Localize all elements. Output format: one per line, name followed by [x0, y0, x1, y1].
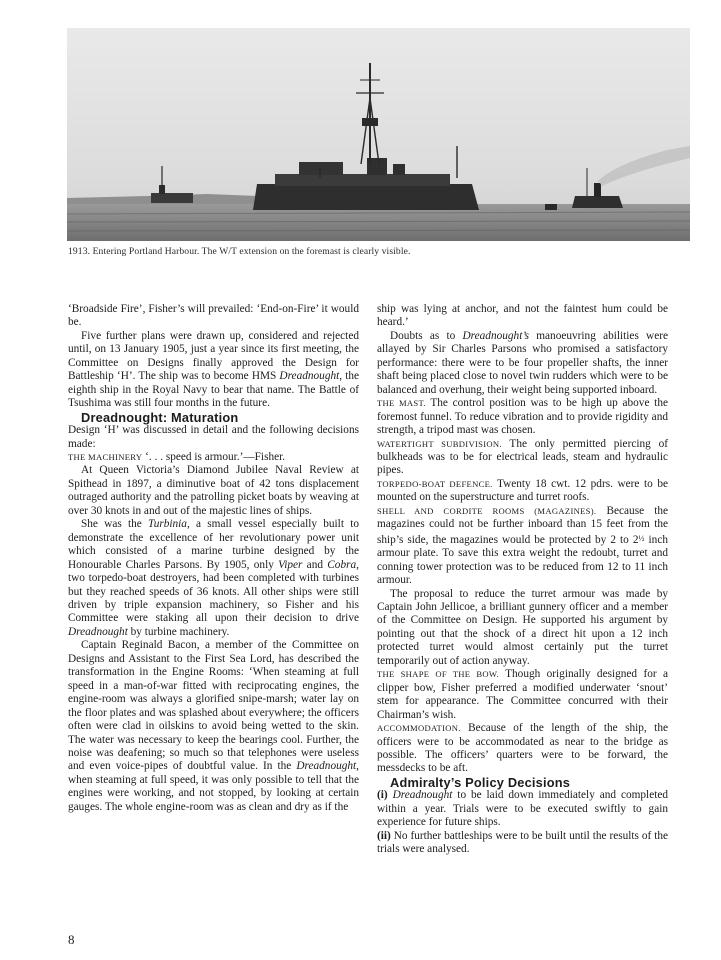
- paragraph: The proposal to reduce the turret armour was made by Captain John Jellicoe, a brilliant gunnery officer and a member of the Committee on Design. He supported his argument by pointing out that the shock of a direct hit upon a 12 inch protected turret would almost certainly put the turret temporarily out of action anyway.: [377, 587, 668, 667]
- paragraph: At Queen Victoria’s Diamond Jubilee Naval Review at Spithead in 1897, a diminutive boat of 42 tons displacement outraged authority and the patrolling picket boats by weaving at over 30 knots in and out of the majestic lines of ships.: [68, 464, 359, 517]
- paragraph: She was the Turbinia, a small vessel especially built to demonstrate the excellence of her revolutionary power unit which consisted of a marine turbine designed by the Honourable Charles Parsons. By 1905, only Viper and Cobra, two torpedo-boat destroyers, had been completed with turbines but they reached speeds of 36 knots. All other ships were still driven by triple expansion machinery, so Fisher and his Committee were staking all upon their decision to drive Dreadnought by turbine machinery.: [68, 518, 359, 638]
- paragraph: Captain Reginald Bacon, a member of the Committee on Designs and Assistant to the First Sea Lord, has described the transformation in the Engine Rooms: ‘When steaming at full speed in a man-of-war fitted with reciprocating engines, the engine-room was always a glorified snipe-marsh; water lay on the floor plates and was splashed about everywhere; the officers often were clad in oilskins to avoid being wetted to the skin. The water was necessary to keep the bearings cool. Further, the noise was deafening; so much so that telephones were useless and even voice-pipes of doubtful value. In the Dreadnought, when steaming at full speed, it was only possible to tell that the engines were working, and not stopped, by looking at certain gauges. The whole engine-room was as clean and dry as if the: [68, 639, 359, 813]
- policy-decision-2: (ii) No further battleships were to be built until the results of the trials were analysed.: [377, 829, 668, 856]
- torpedo-decision: TORPEDO-BOAT DEFENCE. Twenty 18 cwt. 12 pdrs. were to be mounted on the superstructure and turret roofs.: [377, 477, 669, 504]
- machinery-decision: THE MACHINERY ‘. . . speed is armour.’—Fisher.: [68, 450, 286, 463]
- right-column: [377, 303, 668, 857]
- policy-decision-1: (i) Dreadnought to be laid down immediately and completed within a year. Trials were to be executed swiftly to gain experience for future ships.: [377, 789, 669, 829]
- battleship-photograph: [67, 28, 690, 241]
- accommodation-decision: ACCOMMODATION. Because of the length of the ship, the officers were to be accommodated as near to the bridge as possible. The officers’ quarters were to be forward, the messdecks to be aft.: [377, 722, 668, 775]
- bow-decision: THE SHAPE OF THE BOW. Though originally designed for a clipper bow, Fisher preferred a modified underwater ‘snout’ stem for appearance. The Committee concurred with their Chairman’s wish.: [377, 668, 669, 721]
- magazines-decision: SHELL AND CORDITE ROOMS (MAGAZINES). Because the magazines could not be further inboard than 15 feet from the ship’s side, the magazines would be protected by 2 to 2½ inch armour plate. To save this extra weight the redoubt, turret and conning tower protection was to be reduced from 12 to 11 inch armour.: [377, 504, 669, 587]
- left-column: [68, 303, 359, 814]
- paragraph: Five further plans were drawn up, considered and rejected until, on 13 January 1905, just a year since its first meeting, the Committee on Designs finally approved the Design for Battleship ‘H’. The ship was to become HMS Dreadnought, the eighth ship in the Royal Navy to bear that name. The Battle of Tsushima was still four months in the future.: [68, 329, 359, 410]
- paragraph: Design ‘H’ was discussed in detail and the following decisions made:: [68, 424, 359, 450]
- watertight-decision: WATERTIGHT SUBDIVISION. The only permitted piercing of bulkheads was to be for electrical leads, steam and hydraulic pipes.: [377, 437, 668, 477]
- section-heading-policy: Admiralty’s Policy Decisions: [390, 774, 571, 790]
- section-heading-maturation: Dreadnought: Maturation: [81, 409, 239, 425]
- paragraph: Doubts as to Dreadnought’s manoeuvring abilities were allayed by Sir Charles Parsons who promised a satisfactory performance: there were to be four propeller shafts, the inner shaft being placed close to novel twin rudders which were to be balanced and overhung, their weight being supported inboard.: [377, 329, 669, 396]
- paragraph: ‘Broadside Fire’, Fisher’s will prevailed: ‘End-on-Fire’ it would be.: [68, 303, 359, 329]
- paragraph: ship was lying at anchor, and not the faintest hum could be heard.’: [377, 303, 668, 329]
- photo-caption: 1913. Entering Portland Harbour. The W/T extension on the foremast is clearly visible.: [68, 246, 411, 257]
- page-number: 8: [68, 932, 75, 947]
- mast-decision: THE MAST. The control position was to be high up above the foremost funnel. To reduce vibration and to provide rigidity and strength, a tripod mast was chosen.: [377, 397, 668, 437]
